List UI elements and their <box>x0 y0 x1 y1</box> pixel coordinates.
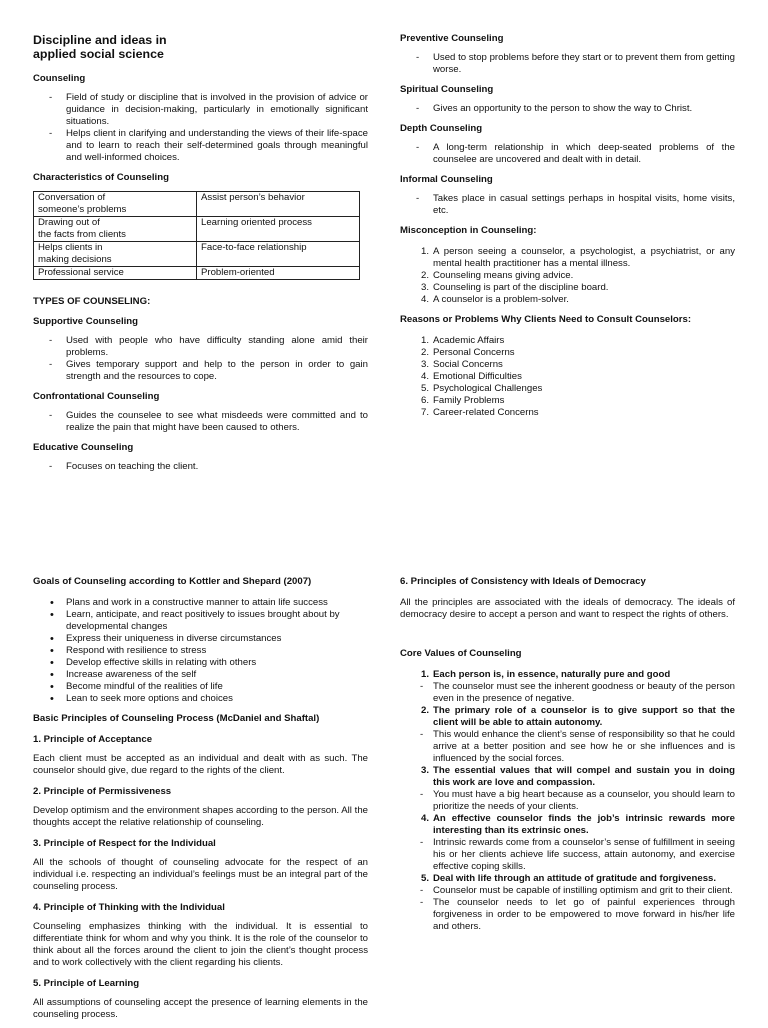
list-item: 2. Counseling means giving advice. <box>420 270 574 281</box>
list-item: - Takes place in casual settings perhaps in hospital visits, home visits, etc. <box>400 193 735 217</box>
list-item: - Field of study or discipline that is involved in the provision of advice or guidance in decision-making, particularly in emotionally significant situations. <box>33 92 368 128</box>
core-values-list <box>400 669 735 933</box>
depth-heading: Depth Counseling <box>400 123 483 134</box>
list-item: • Respond with resilience to stress <box>33 645 368 657</box>
core-value-note: - You must have a big heart because as a counselor, you should learn to prioritize the needs of your clients. <box>400 789 735 813</box>
page1-left-column <box>33 33 368 479</box>
list-item: 1. A person seeing a counselor, a psychologist, a psychiatrist, or any mental health practitioner has a mental illness. <box>420 246 735 269</box>
list-item: 5. Deal with life through an attitude of gratitude and forgiveness. - Counselor must be capable of instilling optimism and grit to their client. - The counselor needs to let go of painful experiences through forgiveness in order to be empowered to move forward in his/her life and others. <box>400 873 735 933</box>
page2-right-column <box>400 576 735 939</box>
table-row <box>34 217 360 242</box>
educative-heading: Educative Counseling <box>33 442 134 453</box>
table-cell: Learning oriented process <box>197 217 360 242</box>
list-item: 4. A counselor is a problem-solver. <box>420 294 569 305</box>
table-row <box>34 192 360 217</box>
list-item: - Helps client in clarifying and understanding the views of their life-space and to learn to reach their self-determined goals through meaningful and well-informed choices. <box>33 128 368 164</box>
principle-text: Each client must be accepted as an individual and dealt with as such. The counselor should give, due regard to the rights of the client. <box>33 753 368 776</box>
list-item: - Focuses on teaching the client. <box>33 461 368 473</box>
reasons-heading: Reasons or Problems Why Clients Need to Consult Counselors: <box>400 314 692 325</box>
table-cell: Drawing out of the facts from clients <box>34 217 197 242</box>
spiritual-heading: Spiritual Counseling <box>400 84 494 95</box>
list-item: 1. Each person is, in essence, naturally pure and good - The counselor must see the inherent goodness or beauty of the person even in the presence of negative. <box>400 669 735 705</box>
misconception-heading: Misconception in Counseling: <box>400 225 537 236</box>
table-cell: Assist person’s behavior <box>197 192 360 217</box>
list-item: - Used to stop problems before they start or to prevent them from getting worse. <box>400 52 735 76</box>
supportive-heading: Supportive Counseling <box>33 316 139 327</box>
preventive-heading: Preventive Counseling <box>400 33 504 44</box>
list-item: • Lean to seek more options and choices <box>33 693 368 705</box>
list-item: • Learn, anticipate, and react positively to issues brought about by developmental changes <box>33 609 368 633</box>
core-value-note: - Counselor must be capable of instilling optimism and grit to their client. <box>400 885 735 897</box>
goals-heading: Goals of Counseling according to Kottler and Shepard (2007) <box>33 576 312 587</box>
characteristics-heading: Characteristics of Counseling <box>33 172 169 183</box>
table-cell: Conversation of someone’s problems <box>34 192 197 217</box>
list-item: - Gives an opportunity to the person to show the way to Christ. <box>400 103 735 115</box>
principle-text: All assumptions of counseling accept the presence of learning elements in the counseling process. <box>33 997 368 1020</box>
informal-heading: Informal Counseling <box>400 174 493 185</box>
confrontational-list <box>33 410 368 434</box>
table-cell: Problem-oriented <box>197 267 360 280</box>
list-item: 3. The essential values that will compel and sustain you in doing this work are love and compassion. - You must have a big heart because as a counselor, you should learn to prioritize the needs of your clients. <box>400 765 735 813</box>
table-cell: Helps clients in making decisions <box>34 242 197 267</box>
counseling-list <box>33 92 368 164</box>
confrontational-heading: Confrontational Counseling <box>33 391 160 402</box>
list-item: - A long-term relationship in which deep-seated problems of the counselee are uncovered and dealt with in detail. <box>400 142 735 166</box>
list-item: 6. Family Problems <box>420 395 505 406</box>
types-heading: TYPES OF COUNSELING: <box>33 296 151 307</box>
core-value-note: - The counselor needs to let go of painful experiences through forgiveness in order to be empowered to move forward in his/her life and others. <box>400 897 735 933</box>
list-item: 3. Counseling is part of the discipline board. <box>420 282 609 293</box>
core-value-note: - Intrinsic rewards come from a counselor’s sense of fulfillment in seeing his or her clients achieve life success, attain autonomy, and exercise effective coping skills. <box>400 837 735 873</box>
democracy-heading: 6. Principles of Consistency with Ideals of Democracy <box>400 576 646 587</box>
page1-right-column <box>400 33 735 425</box>
list-item: 1. Academic Affairs <box>420 335 505 346</box>
list-item: 2. Personal Concerns <box>420 347 515 358</box>
list-item: • Become mindful of the realities of life <box>33 681 368 693</box>
depth-list <box>400 142 735 166</box>
principle-text: Develop optimism and the environment shapes according to the person. All the thoughts accept the relative relationship of counseling. <box>33 805 368 828</box>
page2-left-column <box>33 576 368 1028</box>
principles-heading: Basic Principles of Counseling Process (McDaniel and Shaftal) <box>33 713 320 724</box>
list-item: • Increase awareness of the self <box>33 669 368 681</box>
list-item: - Used with people who have difficulty standing alone amid their problems. <box>33 335 368 359</box>
table-cell: Professional service <box>34 267 197 280</box>
list-item: • Plans and work in a constructive manner to attain life success <box>33 597 368 609</box>
core-value-note: - The counselor must see the inherent goodness or beauty of the person even in the presence of negative. <box>400 681 735 705</box>
reasons-list <box>400 335 735 419</box>
principle-heading: 2. Principle of Permissiveness <box>33 786 172 797</box>
table-cell: Face-to-face relationship <box>197 242 360 267</box>
core-values-heading: Core Values of Counseling <box>400 648 522 659</box>
informal-list <box>400 193 735 217</box>
list-item: 3. Social Concerns <box>420 359 503 370</box>
misconception-list <box>400 246 735 306</box>
democracy-text: All the principles are associated with the ideals of democracy. The ideals of democracy desire to accept a person and want to respect the rights of others. <box>400 597 735 620</box>
list-item: • Express their uniqueness in diverse circumstances <box>33 633 368 645</box>
principle-heading: 1. Principle of Acceptance <box>33 734 153 745</box>
principle-text: Counseling emphasizes thinking with the individual. It is essential to differentiate think for whom and why you think. It is the role of the counselor to think about all the forces around the client to join the client’s thought process and to work collectively with the client regarding his clients. <box>33 921 368 968</box>
goals-list <box>33 597 368 705</box>
principle-heading: 3. Principle of Respect for the Individual <box>33 838 216 849</box>
principle-text: All the schools of thought of counseling advocate for the respect of an individual i.e. respecting an individual’s feelings must be an integral part of the counseling process. <box>33 857 368 892</box>
preventive-list <box>400 52 735 76</box>
list-item: 4. An effective counselor finds the job’s intrinsic rewards more interesting than its extrinsic ones. - Intrinsic rewards come from a counselor’s sense of fulfillment in seeing his or her clients achieve life success, attain autonomy, and exercise effective coping skills. <box>400 813 735 873</box>
characteristics-table <box>33 191 360 280</box>
list-item: 5. Psychological Challenges <box>420 383 543 394</box>
document-title: Discipline and ideas in applied social science <box>33 33 167 61</box>
spiritual-list <box>400 103 735 115</box>
list-item: 2. The primary role of a counselor is to give support so that the client will be able to attain autonomy. - This would enhance the client’s sense of responsibility so that he could arrive at a better position and see how he or she influences and is influenced by the social forces. <box>400 705 735 765</box>
list-item: - Gives temporary support and help to the person in order to gain strength and the resources to cope. <box>33 359 368 383</box>
educative-list <box>33 461 368 473</box>
list-item: 4. Emotional Difficulties <box>420 371 522 382</box>
list-item: 7. Career-related Concerns <box>420 407 539 418</box>
counseling-heading: Counseling <box>33 73 86 84</box>
list-item: • Develop effective skills in relating with others <box>33 657 368 669</box>
principle-heading: 5. Principle of Learning <box>33 978 140 989</box>
table-row <box>34 267 360 280</box>
principle-heading: 4. Principle of Thinking with the Individual <box>33 902 225 913</box>
core-value-note: - This would enhance the client’s sense of responsibility so that he could arrive at a better position and see how he or she influences and is influenced by the social forces. <box>400 729 735 765</box>
supportive-list <box>33 335 368 383</box>
table-row <box>34 242 360 267</box>
list-item: - Guides the counselee to see what misdeeds were committed and to realize the pain that might have been caused to others. <box>33 410 368 434</box>
